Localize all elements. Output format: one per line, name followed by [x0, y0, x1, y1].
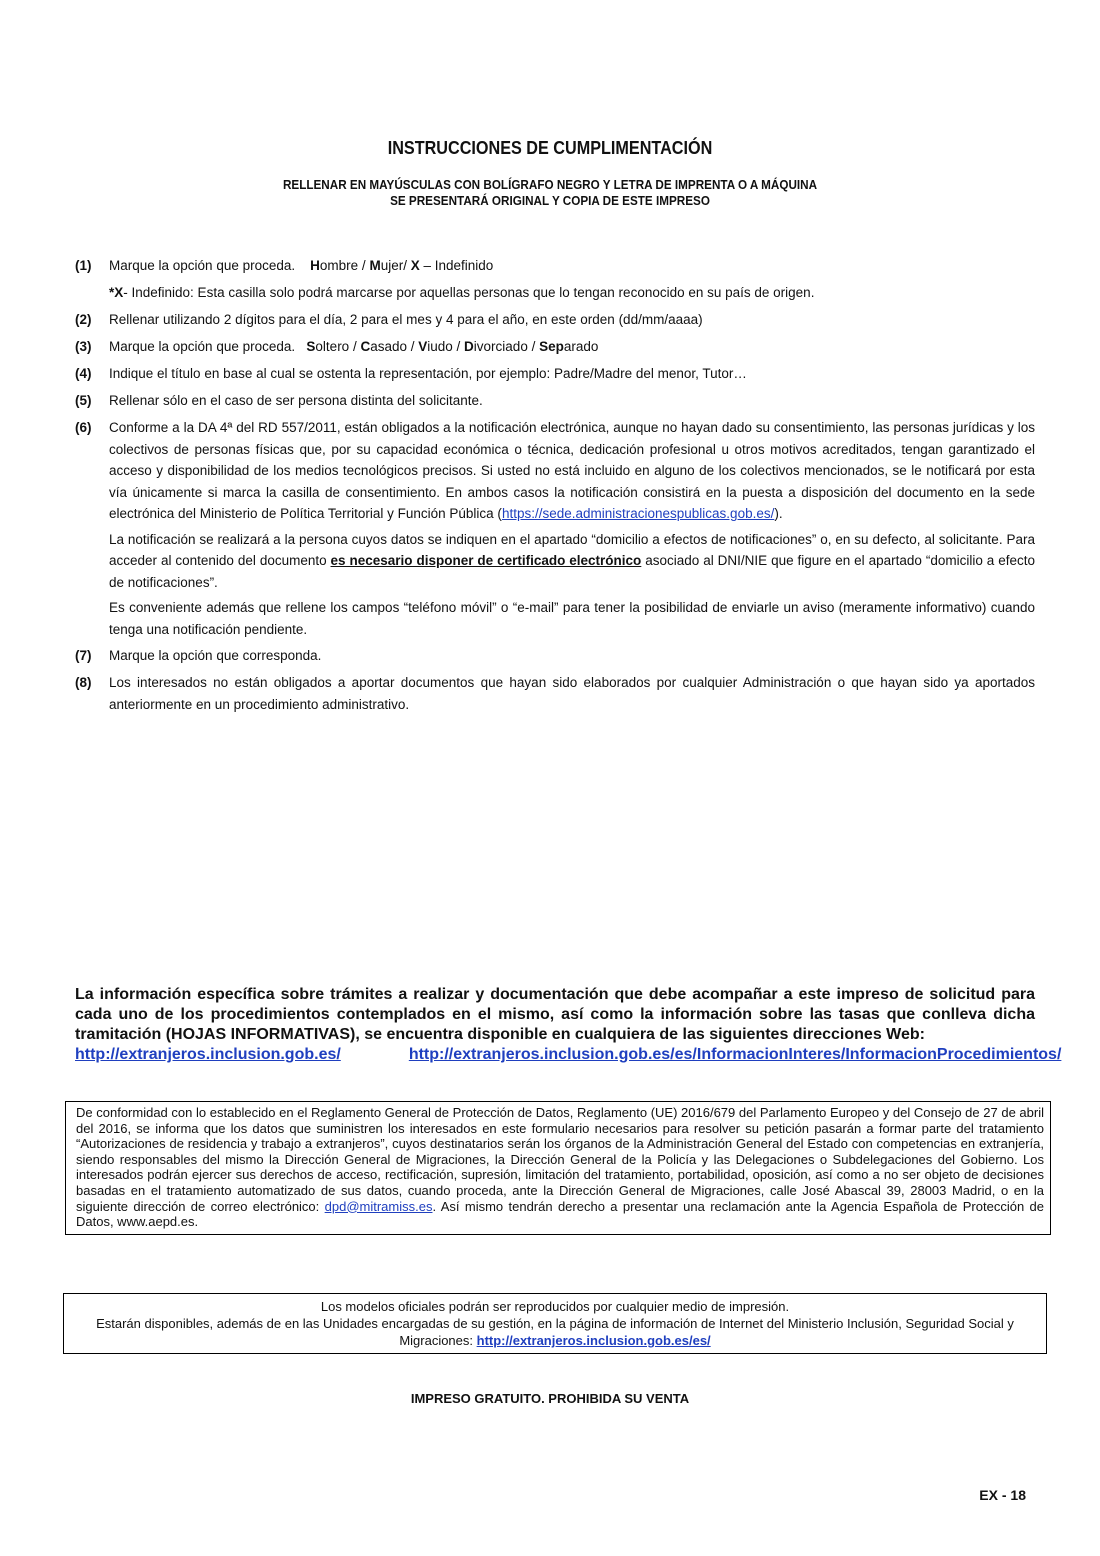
item-number: (5)	[75, 393, 92, 408]
page-title: INSTRUCCIONES DE CUMPLIMENTACIÓN	[387, 138, 713, 158]
free-form-notice: IMPRESO GRATUITO. PROHIBIDA SU VENTA	[410, 1391, 690, 1406]
extranjeros-home-link[interactable]: http://extranjeros.inclusion.gob.es/	[75, 1046, 341, 1063]
instruction-note-x: *X- Indefinido: Esta casilla solo podrá marcarse por aquellas personas que lo tengan reconocido en su país de origen.	[109, 285, 815, 300]
procedures-links	[75, 1045, 1062, 1065]
official-models-box	[63, 1293, 1047, 1354]
instruction-item-8: (8) Los interesados no están obligados a aportar documentos que hayan sido elaborados por cualquier Administración o que hayan sido ya aportados anteriormente en un procedimiento administrativo.	[75, 672, 1035, 715]
ministry-website-link[interactable]: http://extranjeros.inclusion.gob.es/es/	[476, 1333, 711, 1348]
procedures-info	[75, 985, 1062, 1065]
subtitle-line-1: RELLENAR EN MAYÚSCULAS CON BOLÍGRAFO NEGRO Y LETRA DE IMPRENTA O A MÁQUINA	[282, 177, 818, 192]
item-number: (6)	[75, 420, 92, 435]
item-number: (3)	[75, 339, 92, 354]
instruction-item-7: (7) Marque la opción que corresponda.	[75, 645, 1035, 667]
instructions-list	[75, 255, 1035, 720]
subtitle-line-2: SE PRESENTARÁ ORIGINAL Y COPIA DE ESTE IMPRESO	[390, 193, 710, 208]
dpd-email-link[interactable]: dpd@mitramiss.es	[324, 1198, 433, 1214]
data-protection-box: De conformidad con lo establecido en el Reglamento General de Protección de Datos, Reglamento (UE) 2016/679 del Parlamento Europeo y del Consejo de 27 de abril del 2016, se informa que los datos que suministren los interesados en este formulario necesarios para resolver su petición pasarán a formar parte del tratamiento “Autorizaciones de residencia y trabajo a extranjeros”, cuyos destinatarios serán los órganos de la Administración General del Estado con competencias en extranjería, siendo responsables del mismo la Dirección General de Migraciones, la Dirección General de la Policía y las Delegaciones o Subdelegaciones del Gobierno. Los interesados podrán ejercer sus derechos de acceso, rectificación, supresión, limitación del tratamiento, portabilidad, oposición, así como a no ser objeto de decisiones basadas en el tratamiento automatizado de sus datos, cuando proceda, ante la Dirección General de Migraciones, calle José Abascal 39, 28003 Madrid, o en la siguiente dirección de correo electrónico: dpd@mitramiss.es. Así mismo tendrán derecho a presentar una reclamación ante la Agencia Española de Protección de Datos, www.aepd.es.	[65, 1101, 1051, 1235]
notification-paragraph-1: Conforme a la DA 4ª del RD 557/2011, están obligados a la notificación electrónica, aunque no hayan dado su consentimiento, las personas jurídicas y los colectivos de personas físicas que, por su capacidad económica o técnica, dedicación profesional u otros motivos acreditados, tengan garantizado el acceso y disponibilidad de los medios tecnológicos precisos. Si usted no está incluido en alguno de los colectivos mencionados, se le notificará por esta vía únicamente si marca la casilla de consentimiento. En ambos casos la notificación consistirá en la puesta a disposición del documento en la sede electrónica del Ministerio de Política Territorial y Función Pública (https://sede.administracionespublicas.gob.es/).	[109, 420, 1035, 521]
item-number: (2)	[75, 312, 92, 327]
item-number: (4)	[75, 366, 92, 381]
item-number: (8)	[75, 675, 92, 690]
official-models-line-1: Los modelos oficiales podrán ser reproducidos por cualquier medio de impresión.	[320, 1299, 790, 1314]
official-models-line-2: Estarán disponibles, además de en las Unidades encargadas de su gestión, en la página de información de Internet del Ministerio Inclusión, Seguridad Social y Migraciones: http://extranjeros.inclusion.gob.es/es/	[96, 1316, 1014, 1348]
sede-electronica-link[interactable]: https://sede.administracionespublicas.gob.es/	[501, 506, 775, 521]
form-code: EX - 18	[979, 1487, 1026, 1503]
instruction-item-5: (5) Rellenar sólo en el caso de ser persona distinta del solicitante.	[75, 390, 1035, 412]
instruction-item-2: (2) Rellenar utilizando 2 dígitos para el día, 2 para el mes y 4 para el año, en este orden (dd/mm/aaaa)	[75, 309, 1035, 331]
item-number: (1)	[75, 258, 92, 273]
instruction-item-6	[75, 417, 1035, 640]
item-number: (7)	[75, 648, 92, 663]
certificate-requirement: es necesario disponer de certificado electrónico	[330, 553, 642, 568]
instruction-item-1: (1) Marque la opción que proceda. Hombre / Mujer/ X – Indefinido	[75, 255, 1035, 277]
instruction-item-4: (4) Indique el título en base al cual se ostenta la representación, por ejemplo: Padre/Madre del menor, Tutor…	[75, 363, 1035, 385]
instruction-item-3: (3) Marque la opción que proceda. Soltero / Casado / Viudo / Divorciado / Separado	[75, 336, 1035, 358]
procedures-info-link[interactable]: http://extranjeros.inclusion.gob.es/es/InformacionInteres/InformacionProcedimientos/	[408, 1046, 1062, 1063]
notification-paragraph-2: La notificación se realizará a la persona cuyos datos se indiquen en el apartado “domicilio a efectos de notificaciones” o, en su defecto, al solicitante. Para acceder al contenido del documento es necesario disponer de certificado electrónico asociado al DNI/NIE que figure en el apartado “domicilio a efecto de notificaciones”.	[109, 531, 1035, 590]
notification-paragraph-3: Es conveniente además que rellene los campos “teléfono móvil” o “e-mail” para tener la posibilidad de enviarle un aviso (meramente informativo) cuando tenga una notificación pendiente.	[109, 600, 1035, 637]
procedures-info-text: La información específica sobre trámites a realizar y documentación que debe acompañar a este impreso de solicitud para cada uno de los procedimientos contemplados en el mismo, así como la información sobre las tasas que conlleva dicha tramitación (HOJAS INFORMATIVAS), se encuentra disponible en cualquiera de las siguientes direcciones Web:	[75, 986, 1035, 1043]
